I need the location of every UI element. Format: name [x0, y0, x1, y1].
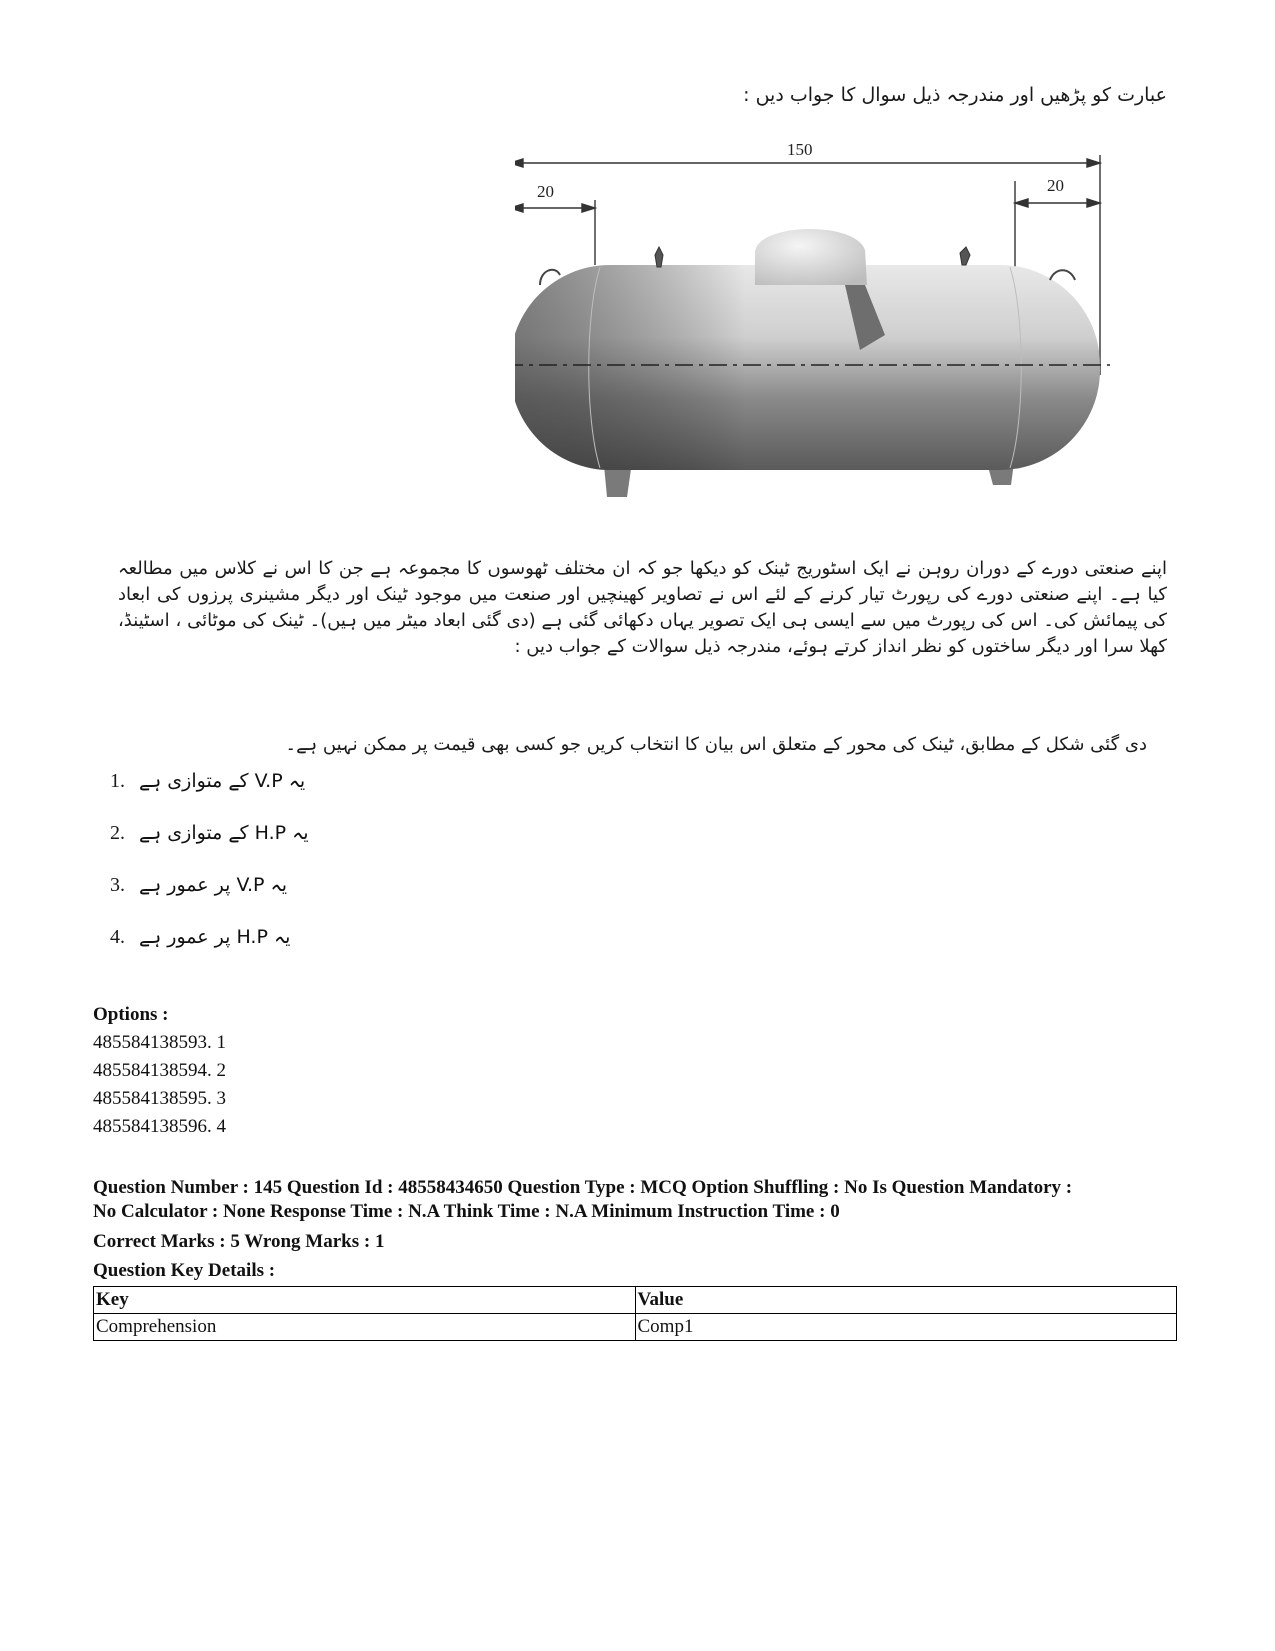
- choice-number: 2.: [110, 822, 125, 844]
- option-id-3: 485584138595. 3: [93, 1088, 226, 1109]
- question-text: دی گئی شکل کے مطابق، ٹینک کی محور کے متعلق اس بیان کا انتخاب کریں جو کسی بھی قیمت پر ممکن نہیں ہے۔: [285, 734, 1147, 755]
- choice-number: 1.: [110, 770, 125, 792]
- metadata-line-2: No Calculator : None Response Time : N.A Think Time : N.A Minimum Instruction Time : 0: [93, 1201, 840, 1222]
- table-header-value: Value: [635, 1287, 1177, 1314]
- dimension-left-label: 20: [537, 182, 554, 201]
- key-details-table: [93, 1286, 1177, 1341]
- choice-text: یہ V.P پر عمور ہے: [139, 874, 287, 896]
- table-header-key: Key: [94, 1287, 636, 1314]
- choice-3: [110, 874, 287, 897]
- metadata-line-1: Question Number : 145 Question Id : 48558434650 Question Type : MCQ Option Shuffling : No Is Question Mandatory :: [93, 1177, 1073, 1198]
- instruction-text: عبارت کو پڑھیں اور مندرجہ ذیل سوال کا جواب دیں :: [743, 84, 1167, 106]
- storage-tank-figure: [515, 135, 1155, 535]
- choice-number: 4.: [110, 926, 125, 948]
- dimension-right-label: 20: [1047, 176, 1064, 195]
- tank-dome: [755, 229, 867, 285]
- choice-number: 3.: [110, 874, 125, 896]
- choice-text: یہ V.P کے متوازی ہے: [139, 770, 306, 792]
- table-header-row: [94, 1287, 1177, 1314]
- marks-text: Correct Marks : 5 Wrong Marks : 1: [93, 1231, 385, 1252]
- choice-text: یہ H.P کے متوازی ہے: [139, 822, 309, 844]
- table-cell-key: Comprehension: [94, 1314, 636, 1341]
- options-heading: Options :: [93, 1004, 169, 1025]
- choice-2: [110, 822, 309, 845]
- question-metadata: [93, 1176, 1203, 1224]
- choice-1: [110, 770, 305, 793]
- passage-text: اپنے صنعتی دورے کے دوران روہن نے ایک اسٹوریج ٹینک کو دیکھا جو کہ ان مختلف ٹھوسوں کا مجموعہ ہے جن کا اس نے کلاس میں مطالعہ کیا ہے۔ اپنے صنعتی دورے کی رپورٹ تیار کرنے کے لئے اس نے تصاویر کھینچیں اور صنعت میں موجود ٹینک اور دیگر مشینری پرزوں کی ابعاد کی پیمائش کی۔ اس کی رپورٹ میں سے ایسی ہی ایک تصویر یہاں دکھائی گئی ہے (دی گئی ابعاد میٹر میں ہیں)۔ ٹینک کی موٹائی ، اسٹینڈ، کھلا سرا اور دیگر ساختوں کو نظر انداز کرتے ہوئے، مندرجہ ذیل سوالات کے جواب دیں :: [118, 558, 1167, 657]
- choice-4: [110, 926, 290, 949]
- key-details-heading: Question Key Details :: [93, 1260, 276, 1281]
- dimension-total-label: 150: [787, 140, 813, 159]
- choice-text: یہ H.P پر عمور ہے: [139, 926, 291, 948]
- option-id-4: 485584138596. 4: [93, 1116, 226, 1137]
- table-row: [94, 1314, 1177, 1341]
- option-id-2: 485584138594. 2: [93, 1060, 226, 1081]
- table-cell-value: Comp1: [635, 1314, 1177, 1341]
- option-id-1: 485584138593. 1: [93, 1032, 226, 1053]
